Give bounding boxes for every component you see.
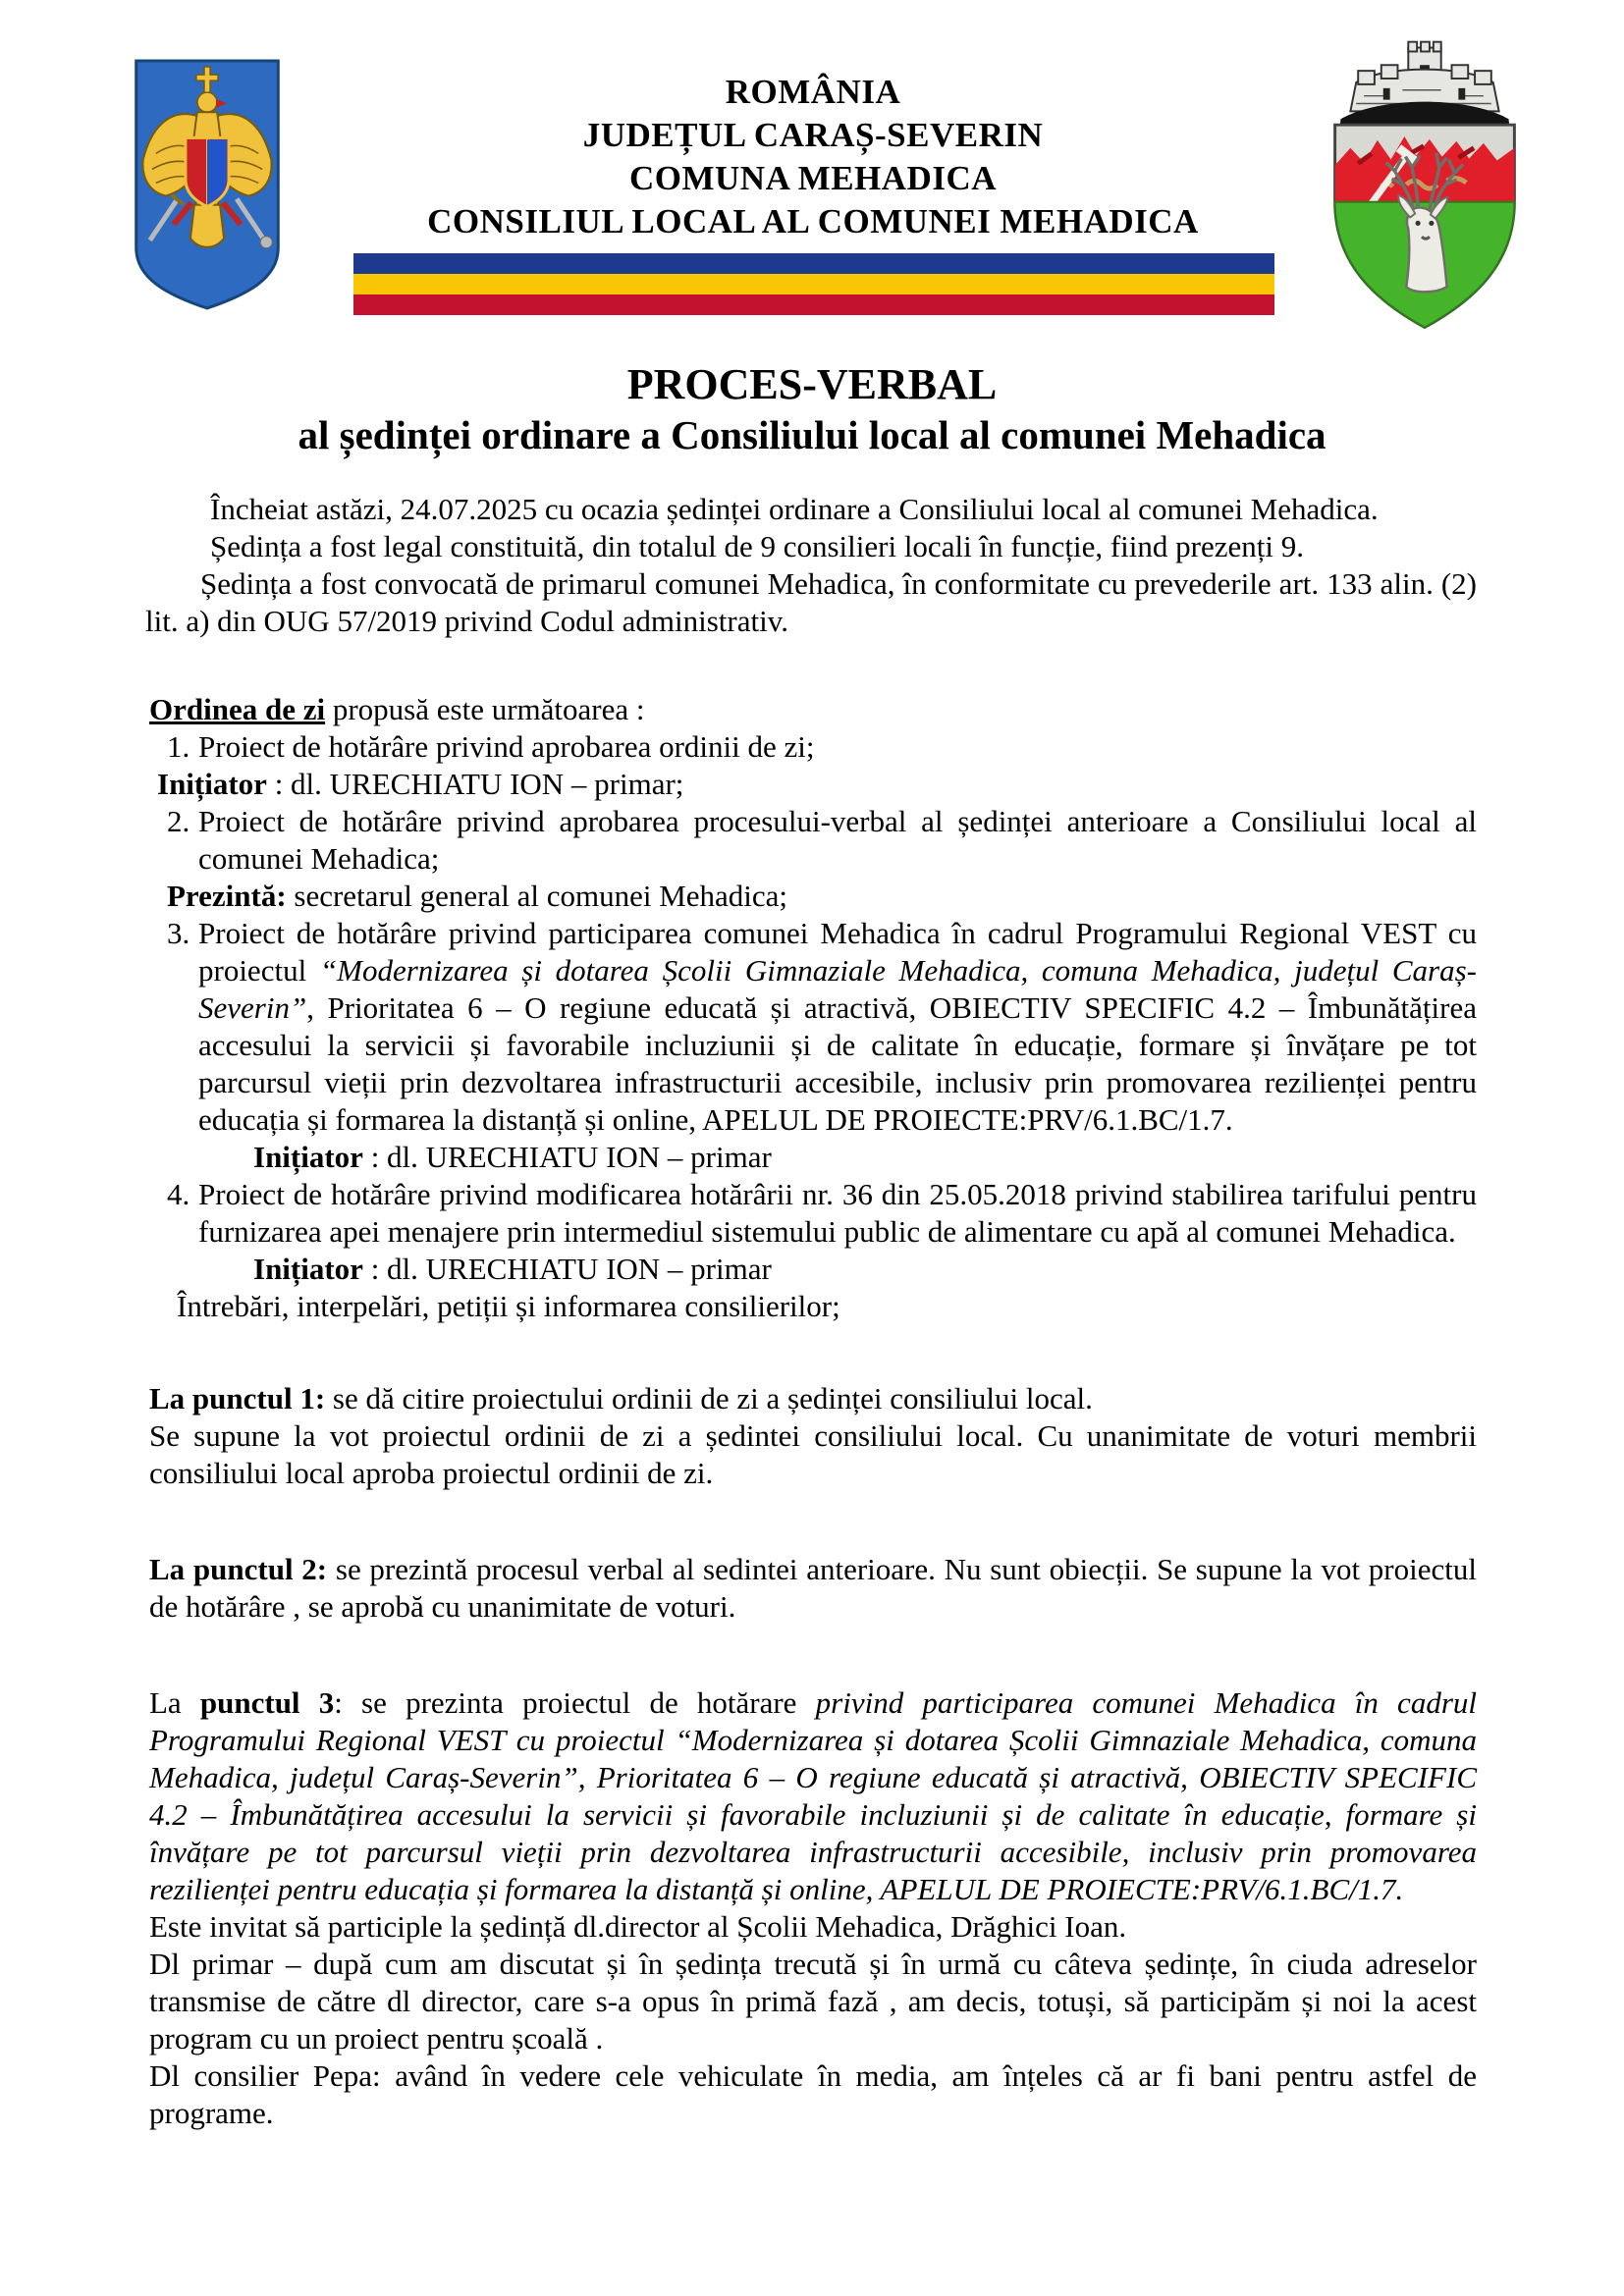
paragraph — [145, 1288, 1477, 1325]
header-line-county: JUDEȚUL CARAȘ-SEVERIN — [582, 116, 1044, 154]
paragraph — [145, 565, 1477, 640]
paragraph — [145, 766, 1477, 803]
text-run: Întrebări, interpelări, petiții și informarea consilierilor; — [177, 1289, 840, 1323]
text-run: Este invitat să participle la ședință dl.director al Școlii Mehadica, Drăghici Ioan. — [149, 1909, 1127, 1944]
text-run: , Prioritatea 6 – O regiune educată și atractivă, OBIECTIV SPECIFIC 4.2 – Îmbunătățirea accesului la servicii și favorabile incluziunii și de calitate în educație, formare și învățare pe tot parcursul vieții prin dezvoltarea infrastructurii accesibile, inclusiv prin promovarea rezilienței pentru educația și formarea la distanță și online, APELUL DE PROIECTE:PRV/6.1.BC/1.7. — [198, 990, 1477, 1137]
text-run: La punctul 2: — [149, 1552, 328, 1586]
text-run: Proiect de hotărâre privind aprobarea procesului-verbal al ședinței anterioare a Consiliului local al comunei Mehadica; — [198, 804, 1477, 876]
text-run: secretarul general al comunei Mehadica; — [286, 879, 788, 913]
text-run: La punctul 1: — [149, 1381, 326, 1415]
paragraph — [145, 1251, 1477, 1288]
text-run: se dă citire proiectului ordinii de zi a ședinței consiliului local. — [325, 1381, 1093, 1415]
romanian-flag-bar — [353, 253, 1274, 315]
document-title: PROCES-VERBAL — [626, 360, 998, 408]
text-run: Dl primar – după cum am discutat și în ședința trecută și în urmă cu câteva ședințe, în ciuda adreselor transmise de către dl director, care s-a opus în primă fază , am decis, totuși, să participăm și noi la acest program cu un proiect pentru școală . — [149, 1947, 1477, 2056]
paragraph — [145, 1684, 1477, 1908]
paragraph — [145, 1417, 1477, 1492]
list-number: 1. — [167, 729, 190, 764]
paragraph — [145, 878, 1477, 915]
text-run: propusă este următoarea : — [325, 692, 645, 726]
text-run: Încheiat astăzi, 24.07.2025 cu ocazia ședinței ordinare a Consiliului local al comunei Mehadica. — [210, 492, 1379, 526]
paragraph — [145, 691, 1477, 728]
flag-stripe-yellow — [353, 274, 1274, 294]
paragraph — [145, 2057, 1477, 2132]
text-run: : dl. URECHIATU ION – primar — [362, 1252, 772, 1286]
text-run: Inițiator — [253, 1140, 363, 1174]
list-number: 3. — [167, 916, 190, 950]
paragraph — [145, 491, 1477, 528]
flag-stripe-red — [353, 294, 1274, 315]
paragraph-spacer — [145, 1325, 1477, 1380]
text-run: Inițiator — [253, 1252, 363, 1286]
text-run: Dl consilier Pepa: având în vedere cele vehiculate în media, am înțeles că ar fi bani pentru astfel de programe. — [149, 2058, 1477, 2130]
mehadica-coat-of-arms-icon — [1314, 39, 1536, 340]
text-run: privind participarea comunei Mehadica în cadrul Programului Regional VEST cu proiectul “Modernizarea și dotarea Școlii Gimnaziale Mehadica, comuna Mehadica, județul Caraș-Severin”, Prioritatea 6 – O regiune educată și atractivă, OBIECTIV SPECIFIC 4.2 – Îmbunătățirea accesului la servicii și favorabile incluziunii și de calitate în educație, formare și învățare pe tot parcursul vieții prin dezvoltarea infrastructurii accesibile, inclusiv prin promovarea rezilienței pentru educația și formarea la distanță și online, APELUL DE PROIECTE:PRV/6.1.BC/1.7. — [149, 1685, 1477, 1906]
paragraph — [145, 803, 1477, 878]
text-run: : dl. URECHIATU ION – primar; — [266, 767, 684, 801]
text-run: : se prezinta proiectul de hotărare — [334, 1685, 816, 1720]
text-run: Ședința a fost legal constituită, din totalul de 9 consilieri locali în funcție, fiind prezenți 9. — [210, 529, 1304, 563]
text-run: Se supune la vot proiectul ordinii de zi a ședintei consiliului local. Cu unanimitate de voturi membrii consiliului local aproba proiectul ordinii de zi. — [149, 1418, 1477, 1490]
paragraph — [145, 528, 1477, 565]
header-line-commune: COMUNA MEHADICA — [628, 159, 997, 197]
header-line-country: ROMÂNIA — [725, 73, 901, 111]
text-run: La — [149, 1685, 200, 1720]
text-run: punctul 3 — [199, 1685, 335, 1720]
paragraph-spacer — [145, 640, 1477, 691]
paragraph-spacer — [145, 1492, 1477, 1551]
text-run: Prezintă: — [167, 879, 287, 913]
text-run: Proiect de hotărâre privind aprobarea ordinii de zi; — [198, 729, 815, 764]
list-number: 2. — [167, 804, 190, 838]
text-run: Inițiator — [157, 767, 267, 801]
flag-stripe-blue — [353, 253, 1274, 274]
paragraph — [145, 1139, 1477, 1176]
romania-coat-of-arms-icon — [128, 55, 287, 314]
paragraph — [145, 1551, 1477, 1626]
paragraph — [145, 728, 1477, 766]
text-run: : dl. URECHIATU ION – primar — [362, 1140, 772, 1174]
paragraph — [145, 1908, 1477, 1946]
document-body — [145, 491, 1477, 2132]
text-run: Proiect de hotărâre privind participarea comunei Mehadica în cadrul Programului Regional VEST cu proiectul — [198, 916, 1477, 988]
document-title-block — [123, 359, 1501, 459]
text-run: Proiect de hotărâre privind modificarea hotărârii nr. 36 din 25.05.2018 privind stabilirea tarifului pentru furnizarea apei menajere prin intermediul sistemului public de alimentare cu apă al comunei Mehadica. — [198, 1177, 1477, 1249]
paragraph-spacer — [145, 1626, 1477, 1684]
paragraph — [145, 915, 1477, 1139]
text-run: se prezintă procesul verbal al sedintei anterioare. Nu sunt obiecții. Se supune la vot proiectul de hotărâre , se aprobă cu unanimitate de voturi. — [149, 1552, 1477, 1624]
paragraph — [145, 1946, 1477, 2057]
text-run: “Modernizarea și dotarea Școlii Gimnaziale Mehadica, comuna Mehadica, județul Caraș-Severin” — [198, 953, 1478, 1025]
document-subtitle: al ședinței ordinare a Consiliului local al comunei Mehadica — [298, 412, 1326, 457]
paragraph — [145, 1176, 1477, 1251]
paragraph — [145, 1380, 1477, 1417]
text-run: Ordinea de zi — [149, 692, 326, 726]
text-run: Ședința a fost convocată de primarul comunei Mehadica, în conformitate cu prevederile art. 133 alin. (2) lit. a) din OUG 57/2019 privind Codul administrativ. — [145, 566, 1477, 638]
document-header — [352, 71, 1274, 243]
header-line-council: CONSILIUL LOCAL AL COMUNEI MEHADICA — [427, 202, 1199, 240]
list-number: 4. — [167, 1177, 190, 1211]
